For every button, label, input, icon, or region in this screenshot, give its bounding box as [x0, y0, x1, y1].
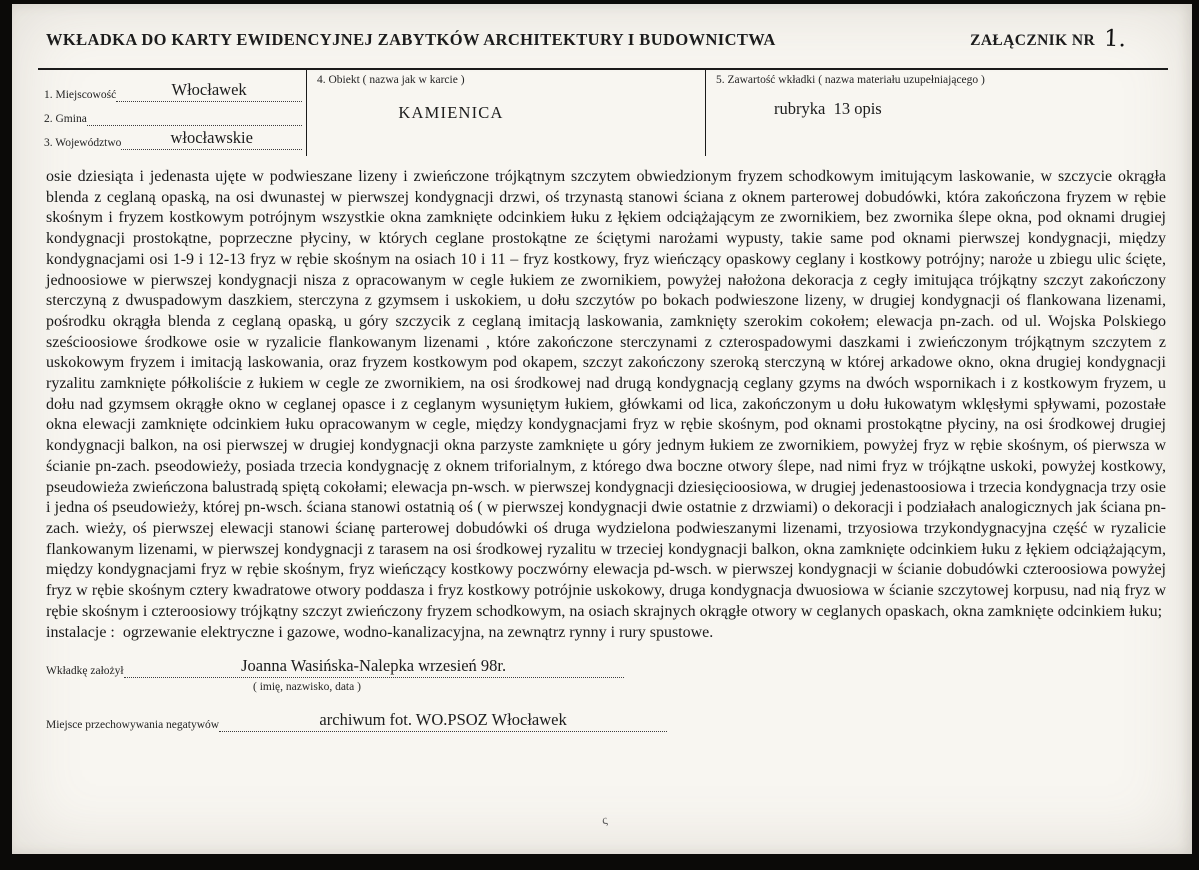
object-column — [306, 70, 705, 156]
field-value-zawartosc: rubryka 13 opis — [774, 99, 882, 118]
author-hint: ( imię, nazwisko, data ) — [253, 681, 361, 694]
document-page — [12, 4, 1192, 854]
location-column — [38, 70, 306, 156]
author-row — [46, 648, 1168, 678]
field-label-zawartosc: 5. Zawartość wkładki ( nazwa materiału uzupełniającego ) — [716, 74, 985, 86]
field-value-obiekt: KAMIENICA — [398, 103, 504, 122]
field-gmina — [44, 102, 302, 126]
installations-line: instalacje : ogrzewanie elektryczne i gazowe, wodno-kanalizacyjna, na zewnątrz rynny i rury spustowe. — [46, 624, 714, 642]
negatives-value: archiwum fot. WO.PSOZ Włocławek — [319, 710, 567, 730]
field-label-miejscowosc: 1. Miejscowość — [44, 88, 117, 101]
attachment-number-handwritten: 1. — [1103, 25, 1127, 53]
dotted-line-miejscowosc — [116, 79, 302, 102]
attachment-label: ZAŁĄCZNIK NR — [970, 32, 1096, 49]
field-miejscowosc — [44, 70, 302, 102]
attachment-block — [970, 26, 1162, 52]
content-column — [705, 70, 1168, 156]
document-title: WKŁADKA DO KARTY EWIDENCYJNEJ ZABYTKÓW ARCHITEKTURY I BUDOWNICTWA — [46, 30, 776, 49]
field-wojewodztwo — [44, 126, 302, 150]
field-label-obiekt: 4. Obiekt ( nazwa jak w karcie ) — [317, 74, 465, 86]
scan-artifact-mark: ς — [600, 811, 609, 828]
field-label-wojewodztwo: 3. Województwo — [44, 137, 122, 149]
negatives-row — [46, 704, 1168, 732]
author-value: Joanna Wasińska-Nalepka wrzesień 98r. — [241, 656, 507, 676]
document-footer — [38, 648, 1168, 732]
author-label: Wkładkę założył — [46, 665, 124, 678]
document-header — [38, 20, 1168, 64]
field-value-wojewodztwo: włocławskie — [170, 128, 253, 147]
field-value-miejscowosc: Włocławek — [171, 79, 247, 99]
form-header-table — [38, 68, 1168, 156]
description-section — [38, 167, 1168, 644]
author-dotted-line — [124, 656, 624, 678]
negatives-dotted-line — [219, 710, 667, 732]
negatives-label: Miejsce przechowywania negatywów — [46, 719, 220, 732]
field-label-gmina: 2. Gmina — [44, 112, 87, 125]
description-paragraph: osie dziesiąta i jedenasta ujęte w podwieszane lizeny i zwieńczone trójkątnym szczytem obwiedzionym fryzem schodkowym imitującym laskowanie, w szczycie okrągła blenda z ceglaną opaską, na osi dwunastej w pierwszej kondygnacji drzwi, oś trzynastą stanowi ściana z oknem parterowej dobudówki, która zakończona fryzem w rębie skośnym i fryzem kostkowym potrójnym wszystkie okna zamknięte odcinkiem łuku z łękiem odciążającym ze zwornikiem, bez zwornika ślepe okna, pod oknami drugiej kondygnacji prostokątne, poprzeczne płyciny, w których ceglane prostokątne ze ściętymi narożami wypusty, takie same pod oknami pierwszej kondygnacji, między kondygnacjami osi 1-9 i 12-13 fryz w rębie skośnym na osiach 10 i 11 – fryz kostkowy, fryz wieńczący opaskowy ceglany i kostkowy potrójny; naroże u zbiegu ulic ścięte, jednoosiowe w pierwszej kondygnacji nisza z opracowanym w cegle łukiem ze zwornikiem, powyżej nałożona dekoracja z cegły imitująca trójkątny szczyt zakończony sterczyną z dwuspadowym daszkiem, sterczyna z gzymsem i uskokiem, u dołu szczytów po bokach podwieszone lizeny, w drugiej kondygnacji oś flankowana lizenami, pośrodku okrągła blenda z ceglaną opaską, u góry szczycik z ceglaną imitacją laskowania, zamknięty szerokim cokołem; elewacja pn-zach. od ul. Wojska Polskiego sześcioosiowe środkowe osie w ryzalicie flankowanym lizenami , które zakończone sterczynami z czterospadowymi daszkami i zwieńczonym trójkątnym szczytem z uskokowym fryzem i imitacją laskowania, oraz fryzem kostkowym pod okapem, szczyt zakończony szeroką sterczyną w której arkadowe okno, okna drugiej kondygnacji ryzalitu zamknięte półkoliście z łukiem w cegle ze zwornikiem, na osi środkowej nad drugą kondygnacją ceglany gzyms na dwóch wspornikach i z kostkowym fryzem, u dołu nad gzymsem okrągłe okno w ceglanej opasce i z ceglanym wysuniętym łukiem, główkami od lica, zakończonym u dołu łukowatym wklęsłymi spływami, pozostałe okna elewacji zamknięte odcinkiem łuku opracowanym w cegle, między kondygnacjami fryz w rębie skośnym, pod oknami prostokątne płyciny, na osi środkowej drugiej kondygnacji balkon, na osi pierwszej w drugiej kondygnacji okna parzyste zamknięte u góry jednym łukiem ze zwornikiem, powyżej fryz w rębie skośnym, oś pierwsza w ścianie pn-zach. pseodowieży, posiada trzecia kondygnację z oknem triforialnym, z którego dwa boczne otwory ślepe, nad nimi fryz w trójkątne uskoki, powyżej kostkowy, pseudowieża zwieńczona balustradą spiętą cokołami; elewacja pn-wsch. w pierwszej kondygnacji dziesięcioosiowa, w drugiej jedenastoosiowa i trzecia kondygnacja trzy osie i jedna oś pseudowieży, której pn-wsch. ściana stanowi ostatnią oś ( w pierwszej kondygnacji dwie ostatnie z drzwiami) o dekoracji i podziałach analogicznych jak ściana pn-zach. wieży, oś pierwszej elewacji stanowi ścianę parterowej dobudówki oś druga wydzielona podwieszanymi lizenami, trzyosiowa trzykondygnacyjna część w ryzalicie flankowanym lizenami, w pierwszej kondygnacji z tarasem na osi środkowej ryzalitu w trzeciej kondygnacji balkon, okna zamknięte odcinkiem łuku z łękiem odciążającym, między kondygnacjami fryz w rębie skośnym, fryz wieńczący kostkowy poczwórny elewacja pd-wsch. w pierwszej kondygnacji w ścianie dobudówki czteroosiowa powyżej fryz w rębie skośnym cztery kwadratowe otwory poddasza i fryz kostkowy potrójnie uskokowy, druga kondygnacja dwuosiowa w ścianie szczytowej korpusu, nad nią fryz w rębie skośnym i czteroosiowy trójkątny szczyt zwieńczony fryzem schodkowym, na osiach skrajnych okrągłe otwory w ceglanych opaskach, okna zamknięte odcinkiem łuku; — [46, 168, 1166, 620]
dotted-line-wojewodztwo — [121, 128, 302, 150]
